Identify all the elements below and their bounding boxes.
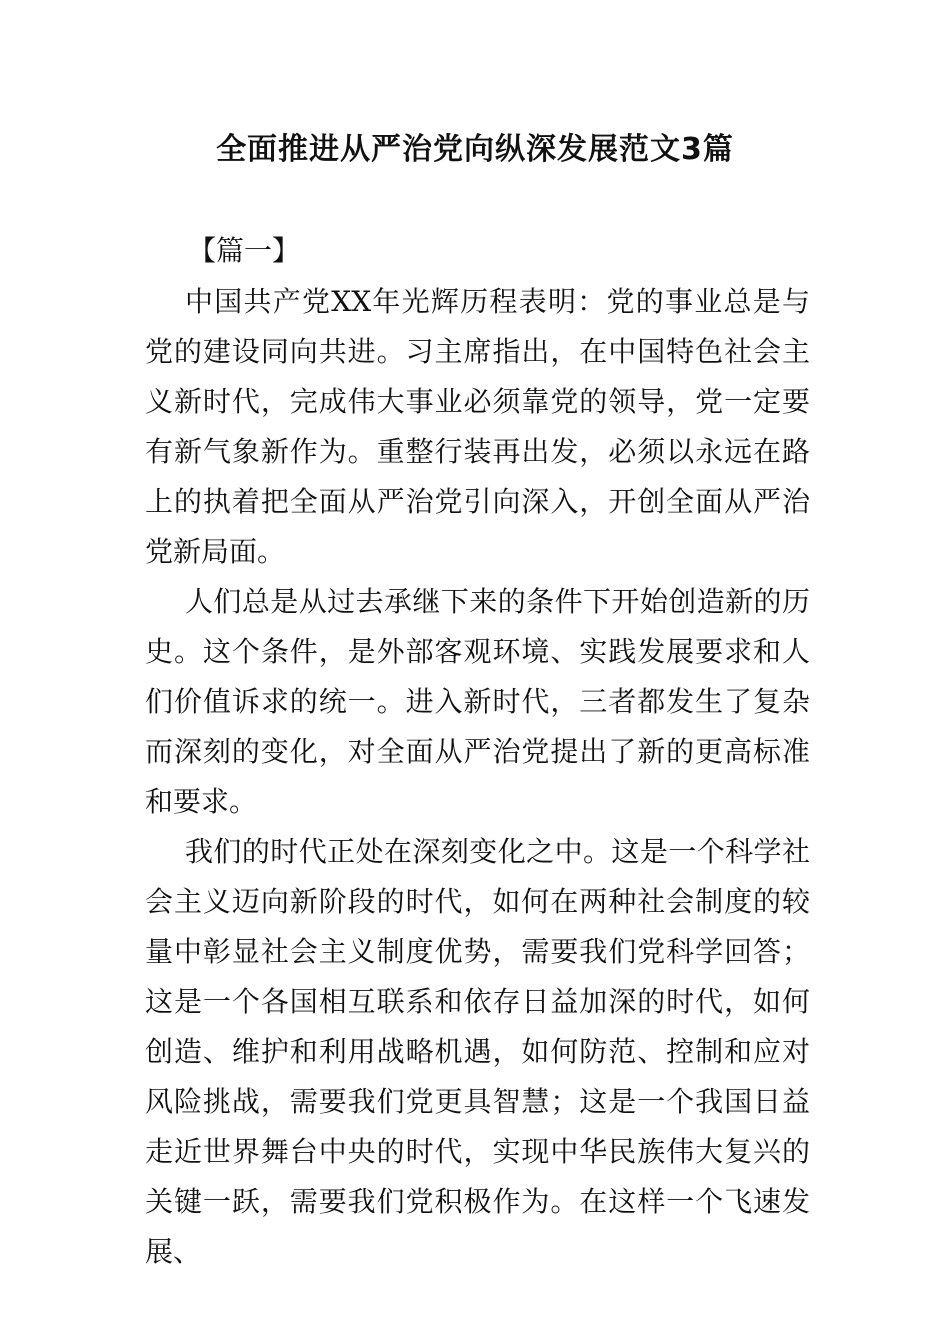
document-body xyxy=(145,277,810,1277)
paragraph: 中国共产党XX年光辉历程表明：党的事业总是与党的建设同向共进。习主席指出，在中国特色社会主义新时代，完成伟大事业必须靠党的领导，党一定要有新气象新作为。重整行装再出发，必须以永远在路上的执着把全面从严治党引向深入，开创全面从严治党新局面。 xyxy=(145,285,810,568)
document-title: 全面推进从严治党向纵深发展范文3篇 xyxy=(216,132,734,167)
paragraph: 我们的时代正处在深刻变化之中。这是一个科学社会主义迈向新阶段的时代，如何在两种社会制度的较量中彰显社会主义制度优势，需要我们党科学回答；这是一个各国相互联系和依存日益加深的时代，如何创造、维护和利用战略机遇，如何防范、控制和应对风险挑战，需要我们党更具智慧；这是一个我国日益走近世界舞台中央的时代，实现中华民族伟大复兴的关键一跃，需要我们党积极作为。在这样一个飞速发展、 xyxy=(145,835,810,1268)
section-label: 【篇一】 xyxy=(188,234,301,267)
paragraph: 人们总是从过去承继下来的条件下开始创造新的历史。这个条件，是外部客观环境、实践发展要求和人们价值诉求的统一。进入新时代，三者都发生了复杂而深刻的变化，对全面从严治党提出了新的更高标准和要求。 xyxy=(145,585,810,818)
